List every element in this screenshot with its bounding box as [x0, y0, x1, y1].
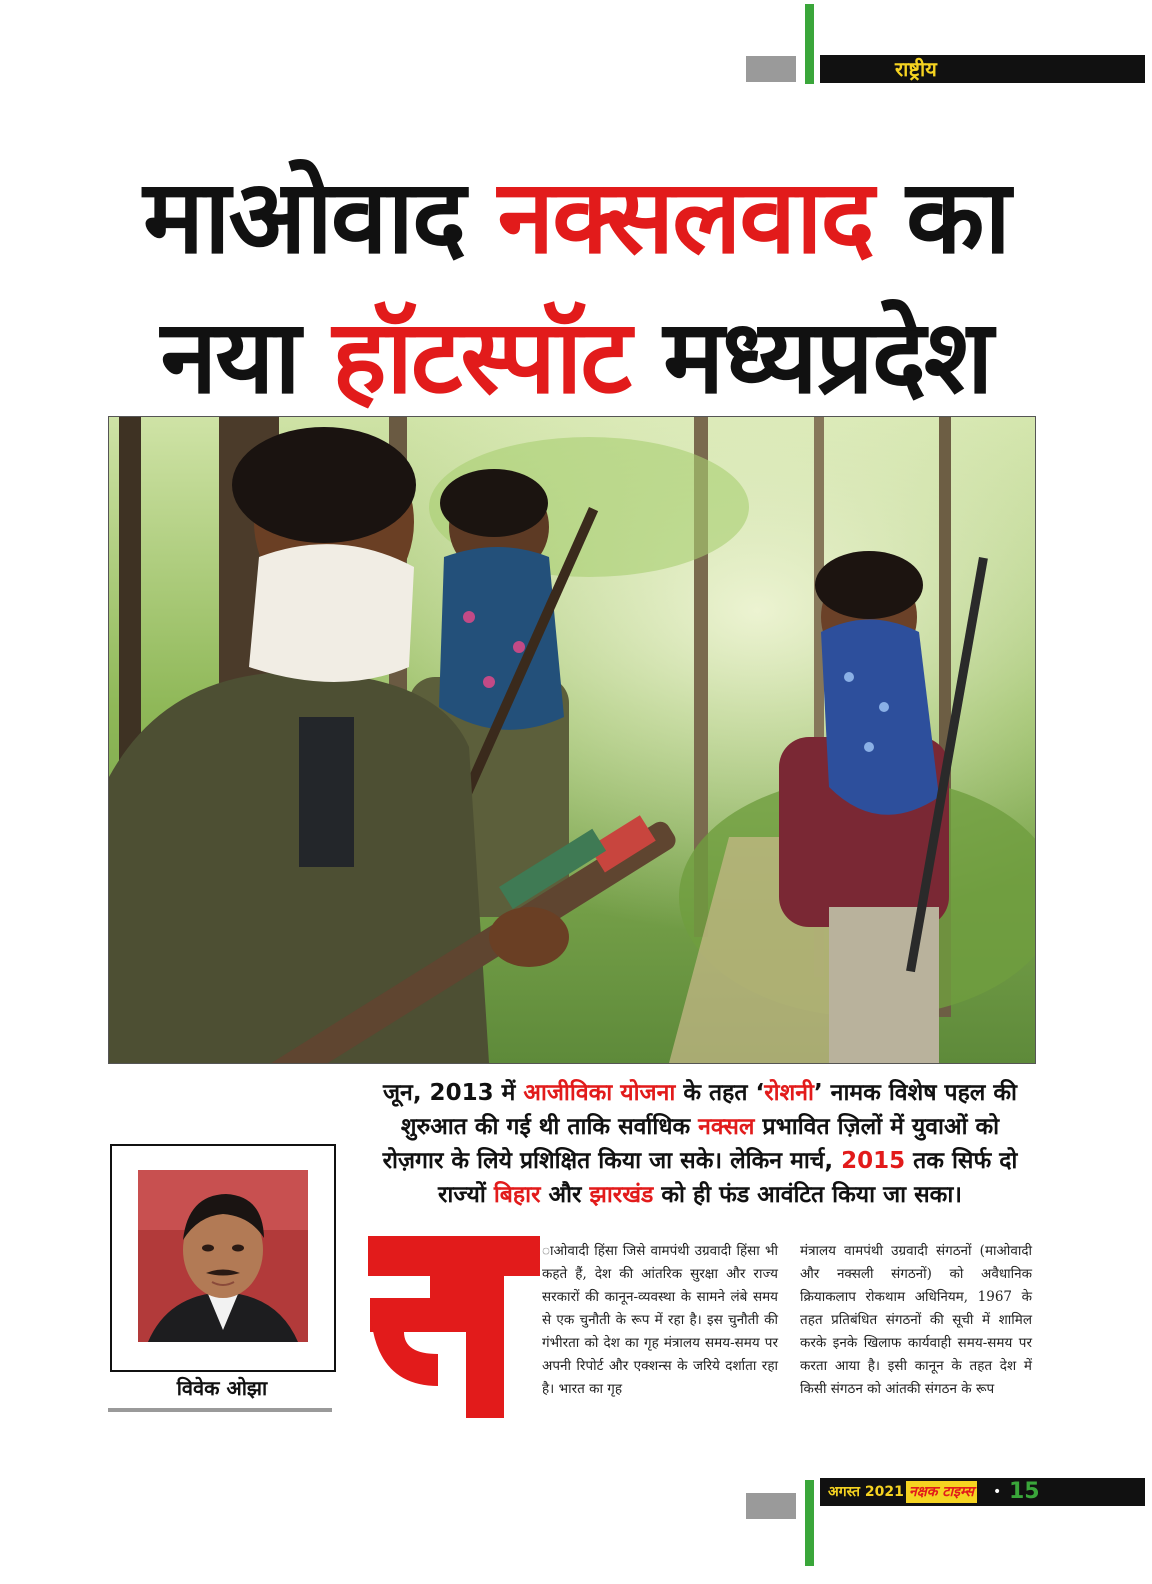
deck-highlight: झारखंड: [589, 1182, 654, 1208]
footer-green-rule: [805, 1480, 814, 1566]
page-number: 15: [1009, 1479, 1040, 1504]
header-green-rule: [805, 4, 814, 84]
deck-highlight: रोशनी: [764, 1080, 814, 1106]
footer-grey-block: [746, 1493, 796, 1519]
deck-text: को ही फंड आवंटित किया जा सका।: [653, 1182, 962, 1208]
drop-cap: [368, 1236, 540, 1418]
author-portrait-icon: [138, 1170, 308, 1342]
footer-separator: •: [993, 1484, 1002, 1500]
headline-line-1: [0, 158, 1152, 278]
header-grey-block: [746, 56, 796, 82]
author-rule: [108, 1408, 332, 1412]
headline-line-2: [0, 298, 1152, 418]
author-photo-frame: [110, 1144, 336, 1372]
article-column-1: ाओवादी हिंसा जिसे वामपंथी उग्रवादी हिंसा भी कहते हैं, देश की आंतरिक सुरक्षा और राज्य सरकारों की कानून-व्यवस्था के सामने लंबे समय से एक चुनौती के रूप में रहा है। इस चुनौती की गंभीरता को देश का गृह मंत्रालय समय-समय पर अपनी रिपोर्ट और एक्शन्स के जरिये दर्शाता रहा है। भारत का गृह: [542, 1243, 778, 1397]
deck-standfirst: [370, 1076, 1030, 1212]
section-label: राष्ट्रीय: [895, 57, 937, 81]
deck-text: तक सिर्फ दो राज्यों: [438, 1148, 1018, 1208]
section-bar: [820, 55, 1145, 83]
article-column-2: मंत्रालय वामपंथी उग्रवादी संगठनों (माओवादी और नक्सली संगठनों) को अवैधानिक क्रियाकलाप रोकथाम अधिनियम, 1967 के तहत प्रतिबंधित संगठनों की सूची में शामिल करके इनके खिलाफ कार्यवाही समय-समय पर करता आया है। इसी कानून के तहत देश में किसी संगठन को आंतकी संगठन के रूप: [800, 1243, 1032, 1397]
deck-highlight: बिहार: [493, 1182, 541, 1208]
deck-text: ’ नामक विशेष पहल की शुरुआत की गई थी ताकि सर्वाधिक: [400, 1080, 1018, 1140]
deck-highlight: नक्सल: [698, 1114, 755, 1140]
issue-date: अगस्त 2021: [828, 1484, 904, 1500]
author-name: विवेक ओझा: [176, 1376, 268, 1400]
deck-highlight: 2015: [841, 1148, 906, 1174]
deck-text: और: [540, 1182, 590, 1208]
deck-text: के तहत ‘: [675, 1080, 765, 1106]
headline-word: मध्यप्रदेश: [629, 298, 992, 417]
headline-word: माओवाद: [143, 158, 498, 277]
magazine-logo: नक्षक टाइम्स: [906, 1481, 977, 1503]
headline-word: नया: [160, 298, 333, 417]
deck-text: प्रभावित ज़िलों में युवाओं को रोज़गार के लिये प्रशिक्षित किया जा सके। लेकिन मार्च,: [382, 1114, 1000, 1174]
headline-word: का: [872, 158, 1009, 277]
hero-photo: [108, 416, 1036, 1064]
headline-highlight: नक्सलवाद: [497, 158, 873, 277]
deck-text: जून, 2013 में: [382, 1080, 524, 1106]
photo-armed-masked-men-in-forest-icon: [109, 417, 1035, 1063]
headline-highlight: हॉटस्पॉट: [332, 298, 630, 417]
deck-highlight: आजीविका योजना: [523, 1080, 676, 1106]
